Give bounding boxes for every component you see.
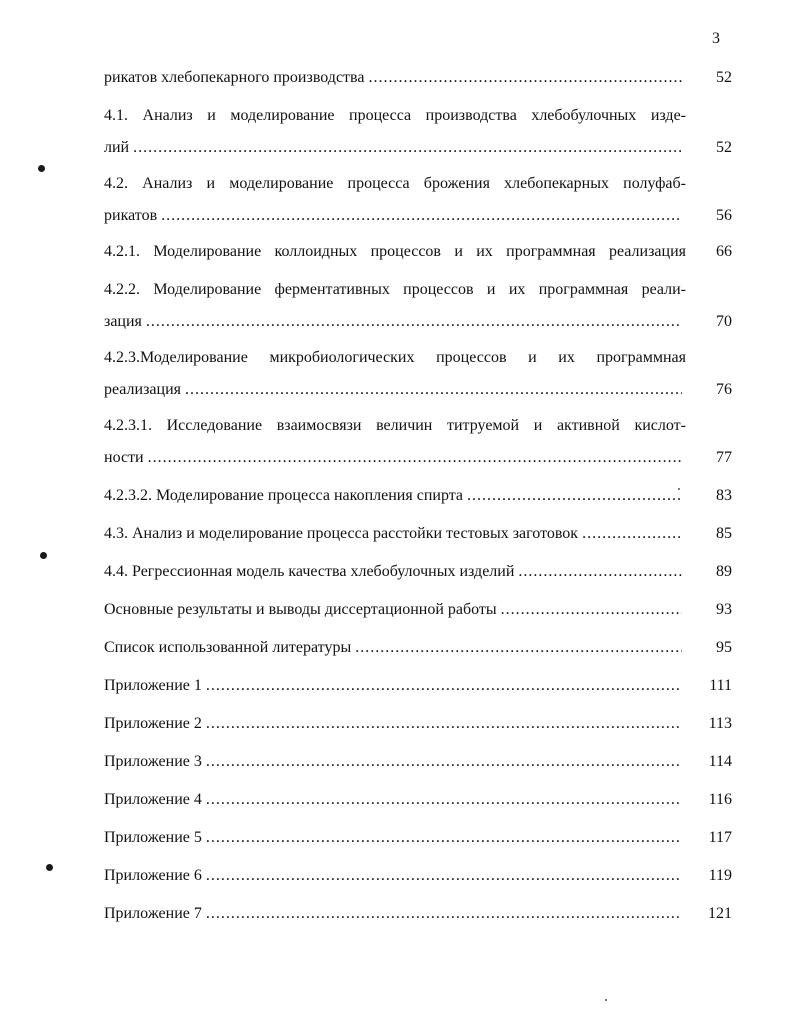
dot-leader — [206, 902, 682, 926]
toc-entry-line — [104, 560, 686, 584]
toc-entry-line — [104, 240, 686, 264]
toc-entry-title: зация — [104, 313, 142, 330]
toc-entry-line — [104, 636, 686, 660]
toc-entry-line — [104, 598, 686, 622]
dot-leader — [185, 378, 682, 402]
toc-entry-title: Приложение 4 — [104, 791, 202, 808]
page-number: 3 — [712, 30, 720, 47]
dot-leader — [161, 204, 682, 228]
toc-entry-title: Список использованной литературы — [104, 639, 352, 656]
toc-entry-title: 4.3. Анализ и моделирование процесса расстойки тестовых заготовок — [104, 525, 579, 542]
toc-entry-line — [104, 414, 686, 438]
toc-entry-line — [104, 674, 686, 698]
toc-entry-title: 4.2. Анализ и моделирование процесса брожения хлебопекарных полуфаб- — [104, 175, 686, 192]
toc-entry-line — [104, 278, 686, 302]
dot-leader — [518, 560, 682, 584]
toc-entry-line — [104, 902, 686, 926]
toc-entry-title: реализация — [104, 381, 181, 398]
toc-page-number: 52 — [716, 69, 732, 86]
toc-entry-title: 4.2.3.Моделирование микробиологических процессов и их программная — [104, 349, 686, 366]
dot-leader — [355, 636, 682, 660]
toc-entry-title: 4.2.3.2. Моделирование процесса накопления спирта — [104, 487, 464, 504]
scan-mark-dot — [38, 165, 45, 172]
toc-entry-continuation — [104, 378, 686, 402]
dot-leader — [206, 750, 682, 774]
dot-leader — [467, 484, 682, 508]
dot-leader — [206, 712, 682, 736]
toc-entry-title: Приложение 1 — [104, 677, 202, 694]
toc-entry-title: Приложение 5 — [104, 829, 202, 846]
toc-page-number: 113 — [708, 715, 732, 732]
toc-page-number: 114 — [708, 753, 732, 770]
toc-entry-title: Приложение 3 — [104, 753, 202, 770]
toc-entry-title: 4.1. Анализ и моделирование процесса производства хлебобулочных изде- — [104, 107, 686, 124]
toc-page-number: 77 — [716, 449, 732, 466]
toc-page-number: 95 — [716, 639, 732, 656]
toc-entry-line — [104, 712, 686, 736]
dot-leader — [148, 446, 682, 470]
dot-leader — [206, 788, 682, 812]
toc-entry-title: 4.2.2. Моделирование ферментативных процессов и их программная реали- — [104, 281, 686, 298]
toc-entry-title: 4.4. Регрессионная модель качества хлебобулочных изделий — [104, 563, 515, 580]
toc-entry-title: рикатов — [104, 207, 158, 224]
scan-speck — [678, 488, 680, 490]
toc-entry-line — [104, 172, 686, 196]
toc-page-number: 89 — [716, 563, 732, 580]
toc-page-number: 111 — [709, 677, 732, 694]
toc-entry-line — [104, 484, 686, 508]
toc-entry-line — [104, 522, 686, 546]
toc-entry-line — [104, 750, 686, 774]
toc-entry-title: лий — [104, 139, 130, 156]
toc-entry-line — [104, 788, 686, 812]
toc-entry-line — [104, 104, 686, 128]
toc-entry-line — [104, 864, 686, 888]
toc-page-number: 83 — [716, 487, 732, 504]
toc-page-number: 121 — [708, 905, 732, 922]
dot-leader — [206, 864, 682, 888]
toc-entry-line — [104, 346, 686, 370]
toc-entry-continuation — [104, 446, 686, 470]
toc-entry-title: рикатов хлебопекарного производства — [104, 69, 365, 86]
toc-entry-line — [104, 826, 686, 850]
toc-page-number: 117 — [708, 829, 732, 846]
dot-leader — [133, 136, 682, 160]
toc-entry-title: Приложение 2 — [104, 715, 202, 732]
dot-leader — [582, 522, 682, 546]
toc-page-number: 52 — [716, 139, 732, 156]
toc-entry-title: Основные результаты и выводы диссертационной работы — [104, 601, 497, 618]
dot-leader — [368, 66, 682, 90]
toc-entry-title: Приложение 7 — [104, 905, 202, 922]
toc-entry-title: 4.2.1. Моделирование коллоидных процессов и их программная реализация — [104, 243, 686, 260]
dot-leader — [146, 310, 682, 334]
toc-entry-continuation — [104, 204, 686, 228]
scan-mark-dot — [40, 552, 47, 559]
dot-leader — [501, 598, 682, 622]
toc-entry-title: ности — [104, 449, 144, 466]
dot-leader — [206, 674, 682, 698]
scan-speck — [605, 999, 607, 1001]
toc-entry-title: 4.2.3.1. Исследование взаимосвязи величин титруемой и активной кислот- — [104, 417, 686, 434]
toc-page-number: 66 — [716, 243, 732, 260]
toc-page-number: 70 — [716, 313, 732, 330]
toc-entry-continuation — [104, 310, 686, 334]
toc-page-number: 56 — [716, 207, 732, 224]
toc-page-number: 119 — [708, 867, 732, 884]
toc-page-number: 93 — [716, 601, 732, 618]
toc-entry-line — [104, 66, 686, 90]
scan-mark-dot — [46, 864, 53, 871]
toc-page-number: 76 — [716, 381, 732, 398]
toc-entry-title: Приложение 6 — [104, 867, 202, 884]
dot-leader — [206, 826, 682, 850]
toc-entry-continuation — [104, 136, 686, 160]
toc-page-number: 116 — [708, 791, 732, 808]
toc-page-number: 85 — [716, 525, 732, 542]
